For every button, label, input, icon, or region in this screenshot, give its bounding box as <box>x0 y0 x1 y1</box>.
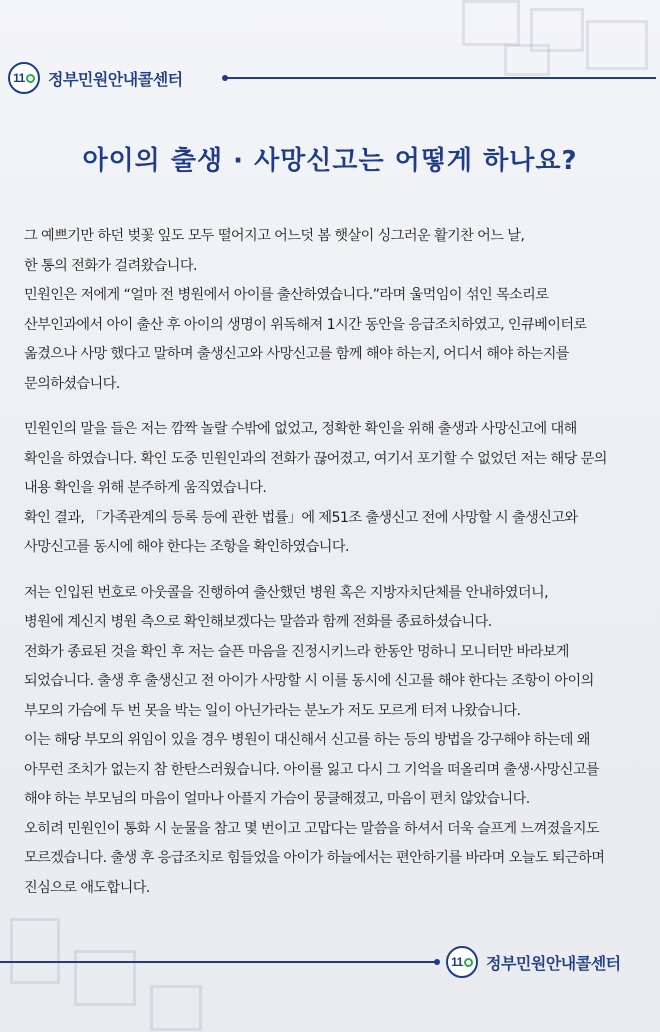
decorative-frame <box>74 950 136 1006</box>
call-center-110-logo-icon <box>8 62 40 94</box>
org-name: 정부민원안내콜센터 <box>48 69 183 89</box>
footer-logo <box>446 946 621 978</box>
text-line: 옮겼으나 사망 했다고 말하며 출생신고와 사망신고를 함께 해야 하는지, 어디서 해야 하는지를 <box>24 346 569 362</box>
page-title: 아이의 출생 · 사망신고는 어떻게 하나요? <box>82 146 578 176</box>
text-line: 해야 하는 부모님의 마음이 얼마나 아플지 가슴이 뭉클해졌고, 마음이 편치 않았습니다. <box>24 791 530 807</box>
decorative-frame <box>462 0 520 46</box>
decorative-frame <box>504 44 550 76</box>
text-line: 아무런 조치가 없는지 참 한탄스러웠습니다. 아이를 잃고 다시 그 기억을 떠올리며 출생·사망신고를 <box>24 761 600 778</box>
text-line: 사망신고를 동시에 해야 한다는 조항을 확인하였습니다. <box>24 539 349 555</box>
text-line: 오히려 민원인이 통화 시 눈물을 참고 몇 번이고 고맙다는 말씀을 하셔서 더욱 슬프게 느껴졌을지도 <box>24 820 600 837</box>
text-line: 저는 인입된 번호로 아웃콜을 진행하여 출산했던 병원 혹은 지방자치단체를 안내하였더니, <box>24 584 548 601</box>
text-line: 진심으로 애도합니다. <box>24 879 150 896</box>
text-line: 내용 확인을 위해 분주하게 움직였습니다. <box>24 480 267 496</box>
header-logo <box>8 62 183 94</box>
call-center-110-logo-icon <box>446 946 478 978</box>
text-line: 모르겠습니다. 출생 후 응급조치로 힘들었을 아이가 하늘에서는 편안하기를 바라며 오늘도 퇴근하며 <box>24 850 605 866</box>
decorative-frame <box>10 918 60 984</box>
text-line: 산부인과에서 아이 출산 후 아이의 생명이 위독해져 1시간 동안을 응급조치하였고, 인큐베이터로 <box>24 316 587 333</box>
header-rule-dot <box>222 75 228 81</box>
decorative-frame <box>150 985 202 1031</box>
header-rule <box>226 77 656 79</box>
org-name: 정부민원안내콜센터 <box>486 953 621 973</box>
text-line: 확인을 하였습니다. 확인 도중 민원인과의 전화가 끊어졌고, 여기서 포기할 수 없었던 저는 해당 문의 <box>24 450 607 467</box>
text-line: 확인 결과, 「가족관계의 등록 등에 관한 법률」에 제51조 출생신고 전에 사망할 시 출생신고와 <box>24 509 578 526</box>
text-line: 민원인은 저에게 “얼마 전 병원에서 아이를 출산하였습니다.”라며 울먹임이 섞인 목소리로 <box>24 287 549 303</box>
text-line: 되었습니다. 출생 후 출생신고 전 아이가 사망할 시 이를 동시에 신고를 해야 한다는 조항이 아이의 <box>24 673 594 689</box>
text-line: 한 통의 전화가 걸려왔습니다. <box>24 257 197 274</box>
logo-zero-ring <box>464 958 473 967</box>
decorative-frame <box>586 20 648 70</box>
text-line: 민원인의 말을 들은 저는 깜짝 놀랄 수밖에 없었고, 정확한 확인을 위해 출생과 사망신고에 대해 <box>24 421 577 437</box>
footer-rule <box>0 961 436 963</box>
article-body <box>24 222 644 919</box>
text-line: 이는 해당 부모의 위임이 있을 경우 병원이 대신해서 신고를 하는 등의 방법을 강구해야 하는데 왜 <box>24 732 590 748</box>
text-line: 병원에 계신지 병원 측으로 확인해보겠다는 말씀과 함께 전화를 종료하셨습니다. <box>24 614 492 630</box>
logo-number: 11 <box>13 71 25 85</box>
paragraph <box>24 222 644 399</box>
text-line: 그 예쁘기만 하던 벚꽃 잎도 모두 떨어지고 어느덧 봄 햇살이 싱그러운 활기찬 어느 날, <box>24 228 525 244</box>
text-line: 부모의 가슴에 두 번 못을 박는 일이 아닌가라는 분노가 저도 모르게 터져 나왔습니다. <box>24 702 521 719</box>
logo-zero-ring <box>26 74 35 83</box>
text-line: 전화가 종료된 것을 확인 후 저는 슬픈 마음을 진정시키느라 한동안 멍하니 모니터만 바라보게 <box>24 643 569 660</box>
footer-rule-dot <box>434 959 440 965</box>
paragraph <box>24 415 644 563</box>
logo-number: 11 <box>451 955 463 969</box>
text-line: 문의하셨습니다. <box>24 375 120 392</box>
paragraph <box>24 579 644 904</box>
